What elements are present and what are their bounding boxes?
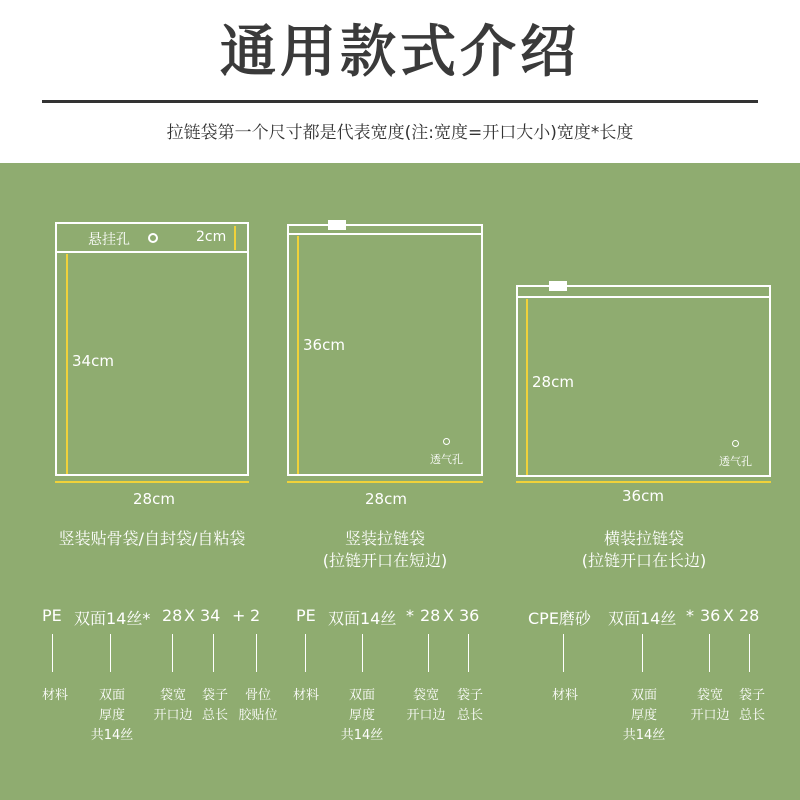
- desc-line: 骨位: [244, 688, 272, 703]
- spec2-tick-width: [428, 634, 429, 672]
- spec1-length: 34: [200, 606, 221, 625]
- bag1-hang-hole-label: 悬挂孔: [88, 232, 130, 248]
- spec1-desc-width: [153, 686, 192, 726]
- spec1-plus: +: [232, 606, 246, 625]
- bag3-width-label: 36cm: [622, 487, 664, 505]
- spec1-seal: 2: [250, 606, 261, 625]
- spec1-tick-material: [52, 634, 53, 672]
- spec2-x: X: [443, 606, 454, 625]
- vent-hole-icon: [443, 438, 450, 445]
- hang-hole-icon: [148, 233, 158, 243]
- desc-line: 共14丝: [622, 728, 666, 743]
- spec1-desc-thickness: [91, 686, 134, 746]
- spec1-desc-seal: [238, 686, 277, 726]
- spec1-desc-length: [202, 686, 228, 726]
- spec1-width: 28: [162, 606, 183, 625]
- spec2-tick-material: [305, 634, 306, 672]
- bag2-caption-line2: (拉链开口在短边): [322, 551, 448, 570]
- spec1-tick-seal: [256, 634, 257, 672]
- bag3-caption: [535, 528, 753, 572]
- desc-line: 袋宽: [696, 688, 724, 703]
- bag3-vent-label: 透气孔: [719, 455, 752, 468]
- spec3-tick-thickness: [642, 634, 643, 672]
- spec2-desc-width: [406, 686, 445, 726]
- bag1-width-label: 28cm: [133, 490, 175, 508]
- title-divider: [42, 100, 758, 103]
- spec3-desc-width: [690, 686, 729, 726]
- bag3-width-marker: [516, 481, 771, 483]
- desc-line: 厚度: [630, 708, 658, 723]
- spec3-material: CPE磨砂: [528, 609, 591, 628]
- desc-line: 总长: [738, 708, 766, 723]
- spec3-length: 28: [739, 606, 760, 625]
- bag2-caption-line1: 竖装拉链袋: [344, 529, 425, 548]
- spec3-tick-material: [563, 634, 564, 672]
- spec2-desc-length: [457, 686, 483, 726]
- bag2-height-label: 36cm: [303, 336, 345, 354]
- spec1-material: PE: [42, 606, 62, 625]
- desc-line: 双面: [98, 688, 126, 703]
- spec1-tick-thickness: [110, 634, 111, 672]
- spec3-thickness: 双面14丝: [608, 609, 677, 628]
- spec2-width: 28: [420, 606, 441, 625]
- vent-hole-icon: [732, 440, 739, 447]
- spec3-star: *: [686, 606, 694, 625]
- bag1-height-marker: [66, 254, 68, 474]
- zipper-tab-icon: [328, 220, 346, 230]
- spec3-tick-width: [709, 634, 710, 672]
- spec1-tick-width: [172, 634, 173, 672]
- spec2-material: PE: [296, 606, 316, 625]
- desc-line: 厚度: [348, 708, 376, 723]
- desc-line: 双面: [348, 688, 376, 703]
- desc-line: 材料: [551, 688, 579, 703]
- bag3-zipper-line: [516, 296, 771, 298]
- bag2-width-label: 28cm: [365, 490, 407, 508]
- desc-line: 厚度: [98, 708, 126, 723]
- bag1-seal-line: [55, 251, 249, 253]
- spec3-x: X: [723, 606, 734, 625]
- desc-line: 双面: [630, 688, 658, 703]
- spec2-star: *: [406, 606, 414, 625]
- desc-line: 共14丝: [340, 728, 384, 743]
- spec1-x: X: [184, 606, 195, 625]
- desc-line: 共14丝: [90, 728, 134, 743]
- spec2-desc-thickness: [341, 686, 384, 746]
- page-title: 通用款式介绍: [220, 20, 580, 85]
- page-subtitle: 拉链袋第一个尺寸都是代表宽度(注:宽度=开口大小)宽度*长度: [166, 123, 634, 143]
- desc-line: 材料: [41, 688, 69, 703]
- spec3-tick-length: [749, 634, 750, 672]
- bag2-caption: [280, 528, 490, 572]
- bag1-outline: [55, 222, 249, 476]
- spec1-desc-material: [42, 686, 68, 706]
- bag1-caption: 竖装贴骨袋/自封袋/自粘袋: [58, 529, 246, 548]
- spec3-desc-length: [739, 686, 765, 726]
- bag3-caption-line2: (拉链开口在长边): [581, 551, 707, 570]
- bag1-width-marker: [55, 481, 249, 483]
- desc-line: 袋子: [201, 688, 229, 703]
- bag2-zipper-line: [287, 233, 483, 235]
- bag3-height-marker: [526, 299, 528, 475]
- desc-line: 袋宽: [412, 688, 440, 703]
- desc-line: 材料: [292, 688, 320, 703]
- desc-line: 总长: [201, 708, 229, 723]
- header: [0, 0, 800, 163]
- bag2-height-marker: [297, 236, 299, 474]
- spec1-tick-length: [213, 634, 214, 672]
- desc-line: 袋子: [738, 688, 766, 703]
- spec1-thickness: 双面14丝*: [74, 609, 151, 628]
- spec2-thickness: 双面14丝: [328, 609, 397, 628]
- desc-line: 袋宽: [159, 688, 187, 703]
- bag1-seal-marker: [234, 226, 236, 250]
- desc-line: 开口边: [690, 708, 730, 723]
- bag2-vent-label: 透气孔: [430, 453, 463, 466]
- desc-line: 开口边: [153, 708, 193, 723]
- bag1-seal-label: 2cm: [196, 229, 227, 245]
- spec2-tick-thickness: [362, 634, 363, 672]
- spec2-tick-length: [468, 634, 469, 672]
- desc-line: 总长: [456, 708, 484, 723]
- spec3-desc-thickness: [623, 686, 666, 746]
- desc-line: 胶贴位: [238, 708, 278, 723]
- desc-line: 袋子: [456, 688, 484, 703]
- bag3-height-label: 28cm: [532, 373, 574, 391]
- spec3-width: 36: [700, 606, 721, 625]
- bag1-height-label: 34cm: [72, 352, 114, 370]
- spec2-length: 36: [459, 606, 480, 625]
- bag2-width-marker: [287, 481, 483, 483]
- zipper-tab-icon: [549, 281, 567, 291]
- bag3-caption-line1: 横装拉链袋: [603, 529, 684, 548]
- spec3-desc-material: [552, 686, 578, 706]
- desc-line: 开口边: [406, 708, 446, 723]
- spec2-desc-material: [293, 686, 319, 706]
